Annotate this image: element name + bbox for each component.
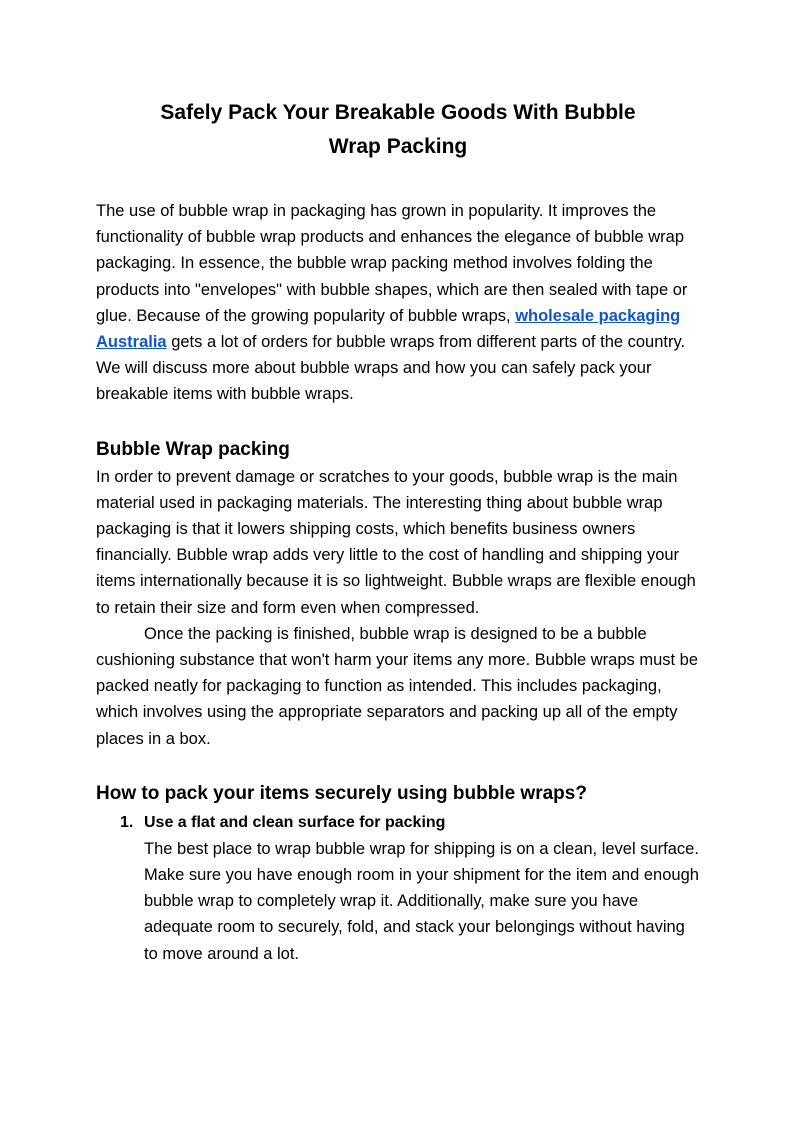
document-page (96, 96, 700, 967)
list-item-body: The best place to wrap bubble wrap for shipping is on a clean, level surface. Make sure you have enough room in your shipment for the item and enough bubble wrap to completely wrap it. Additionally, make sure you have adequate room to securely, fold, and stack your belongings without having to move around a lot. (144, 839, 699, 963)
list-item (96, 810, 700, 967)
section-heading-how-to-pack: How to pack your items securely using bubble wraps? (96, 782, 587, 804)
section-heading-bubble-wrap-packing: Bubble Wrap packing (96, 438, 290, 460)
bubble-wrap-paragraph-1: In order to prevent damage or scratches to your goods, bubble wrap is the main material used in packaging materials. The interesting thing about bubble wrap packaging is that it lowers shipping costs, which benefits business owners financially. Bubble wrap adds very little to the cost of handling and shipping your items internationally because it is so lightweight. Bubble wraps are flexible enough to retain their size and form even when compressed. (96, 467, 696, 617)
intro-text-after-link: gets a lot of orders for bubble wraps from different parts of the country. We will discuss more about bubble wraps and how you can safely pack your breakable items with bubble wraps. (96, 333, 686, 404)
intro-paragraph (96, 198, 700, 408)
packing-steps-list (96, 810, 700, 967)
intro-text-before-link: The use of bubble wrap in packaging has grown in popularity. It improves the functionality of bubble wrap products and enhances the elegance of bubble wrap packaging. In essence, the bubble wrap packing method involves folding the products into "envelopes" with bubble shapes, which are then sealed with tape or glue. Because of the growing popularity of bubble wraps, (96, 202, 688, 325)
list-item-title: Use a flat and clean surface for packing (144, 813, 446, 831)
page-title: Safely Pack Your Breakable Goods With Bubble Wrap Packing (160, 101, 636, 158)
list-item-number: 1. (120, 813, 134, 831)
wholesale-packaging-link[interactable]: wholesale packaging Australia (96, 306, 681, 352)
bubble-wrap-paragraph-2: Once the packing is finished, bubble wrap is designed to be a bubble cushioning substance that won't harm your items any more. Bubble wraps must be packed neatly for packaging to function as intended. This includes packaging, which involves using the appropriate separators and packing up all of the empty places in a box. (96, 624, 699, 748)
